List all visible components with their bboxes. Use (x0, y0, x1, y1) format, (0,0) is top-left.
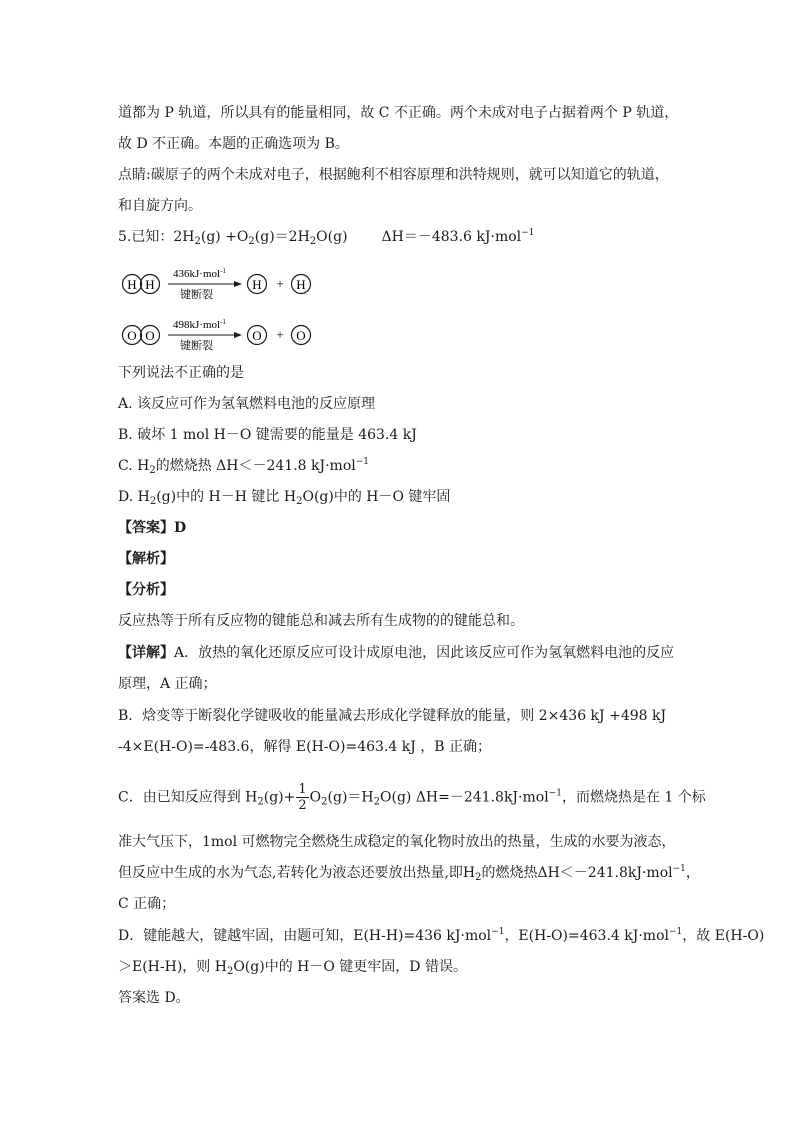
o-atom-label: O (127, 328, 137, 343)
final-answer: 答案选 D。 (118, 990, 190, 1006)
detail-a-line-1: 【详解】A．放热的氧化还原反应可设计成原电池，因此该反应可作为氢氧燃料电池的反应 (118, 645, 675, 661)
hh-bond-energy: 436kJ·mol$^{-1}$ (173, 267, 226, 280)
h-atom-label: H (252, 277, 262, 292)
detail-b-line-1: B．焓变等于断裂化学键吸收的能量减去形成化学键释放的能量，则 2×436 kJ +498 kJ (118, 708, 667, 724)
arrow-head (234, 281, 242, 287)
oo-bond-breaking-diagram (118, 313, 328, 357)
answer-label: 【答案】D (118, 520, 187, 536)
detail-c-line-3: 但反应中生成的水为气态,若转化为液态还要放出热量,即$H_2$的燃烧热ΔH＜－241.8kJ·mol$^{-1}$， (118, 864, 700, 883)
option-c: C. $H_2$的燃烧热 ΔH＜－241.8 kJ·mol$^{-1}$ (118, 457, 370, 476)
h-atom-label: H (127, 277, 137, 292)
hh-bond-breaking-diagram (118, 262, 328, 306)
question-stem: 下列说法不正确的是 (118, 365, 244, 381)
detail-d-line-1: D．键能越大，键越牢固，由题可知，E(H-H)=436 kJ·mol$^{-1}$，E(H-O)=463.4 kJ·mol$^{-1}$，故 E(H-O) (118, 927, 765, 944)
o-atom-label: O (145, 328, 155, 343)
option-b: B. 破坏 1 mol H－O 键需要的能量是 463.4 kJ (118, 427, 417, 443)
fraction-one-half: $\frac{1}{2}$ (298, 782, 307, 813)
detail-c-line-1: C．由已知反应得到 $H_2(g)+$ $\frac{1}{2}$ $O_2(g)=H_2O(g)$ ΔH=－241.8kJ·mol$^{-1}$，而燃烧热是在 1 个标 (118, 782, 706, 813)
intro-line-1: 道都为 P 轨道，所以具有的能量相同，故 C 不正确。两个未成对电子占据着两个 P 轨道， (118, 105, 679, 121)
intro-line-2: 故 D 不正确。本题的正确选项为 B。 (118, 136, 349, 152)
detail-c-line-2: 准大气压下，1mol 可燃物完全燃烧生成稳定的氧化物时放出的热量，生成的水要为液态， (118, 834, 676, 850)
fenxi-heading: 【分析】 (118, 582, 174, 598)
option-d: D. $H_2(g)$中的 H－H 键比 $H_2O(g)$中的 H－O 键牢固 (118, 489, 451, 507)
analysis-heading: 【解析】 (118, 551, 174, 567)
detail-b-line-2: -4×E(H-O)=-483.6，解得 E(H-O)=463.4 kJ ，B 正确； (118, 739, 492, 755)
plus-sign: + (276, 327, 284, 342)
detail-d-line-2: ＞E(H-H)，则 $H_2O(g)$中的 H－O 键更牢固，D 错误。 (118, 959, 467, 977)
break-label: 键断裂 (180, 340, 213, 352)
o-atom-label: O (252, 328, 262, 343)
detail-a-line-2: 原理，A 正确； (118, 676, 217, 692)
o-atom-label: O (296, 328, 306, 343)
arrow-head (234, 332, 242, 338)
break-label: 键断裂 (180, 289, 213, 301)
intro-line-3: 点睛:碳原子的两个未成对电子，根据鲍利不相容原理和洪特规则，就可以知道它的轨道， (118, 167, 669, 183)
detail-c-line-4: C 正确； (118, 896, 176, 912)
option-a: A. 该反应可作为氢氧燃料电池的反应原理 (118, 396, 376, 412)
oo-bond-energy: 498kJ·mol$^{-1}$ (173, 318, 226, 331)
h-atom-label: H (145, 277, 155, 292)
plus-sign: + (276, 276, 284, 291)
h-atom-label: H (296, 277, 306, 292)
analysis-rule: 反应热等于所有反应物的键能总和减去所有生成物的的键能总和。 (118, 613, 524, 629)
intro-line-4: 和自旋方向。 (118, 198, 202, 214)
question-5: 5.已知：$2H_2(g) +O_2(g)=2H_2O(g)$ ΔH＝－483.6 kJ·mol$^{-1}$ (118, 228, 535, 247)
